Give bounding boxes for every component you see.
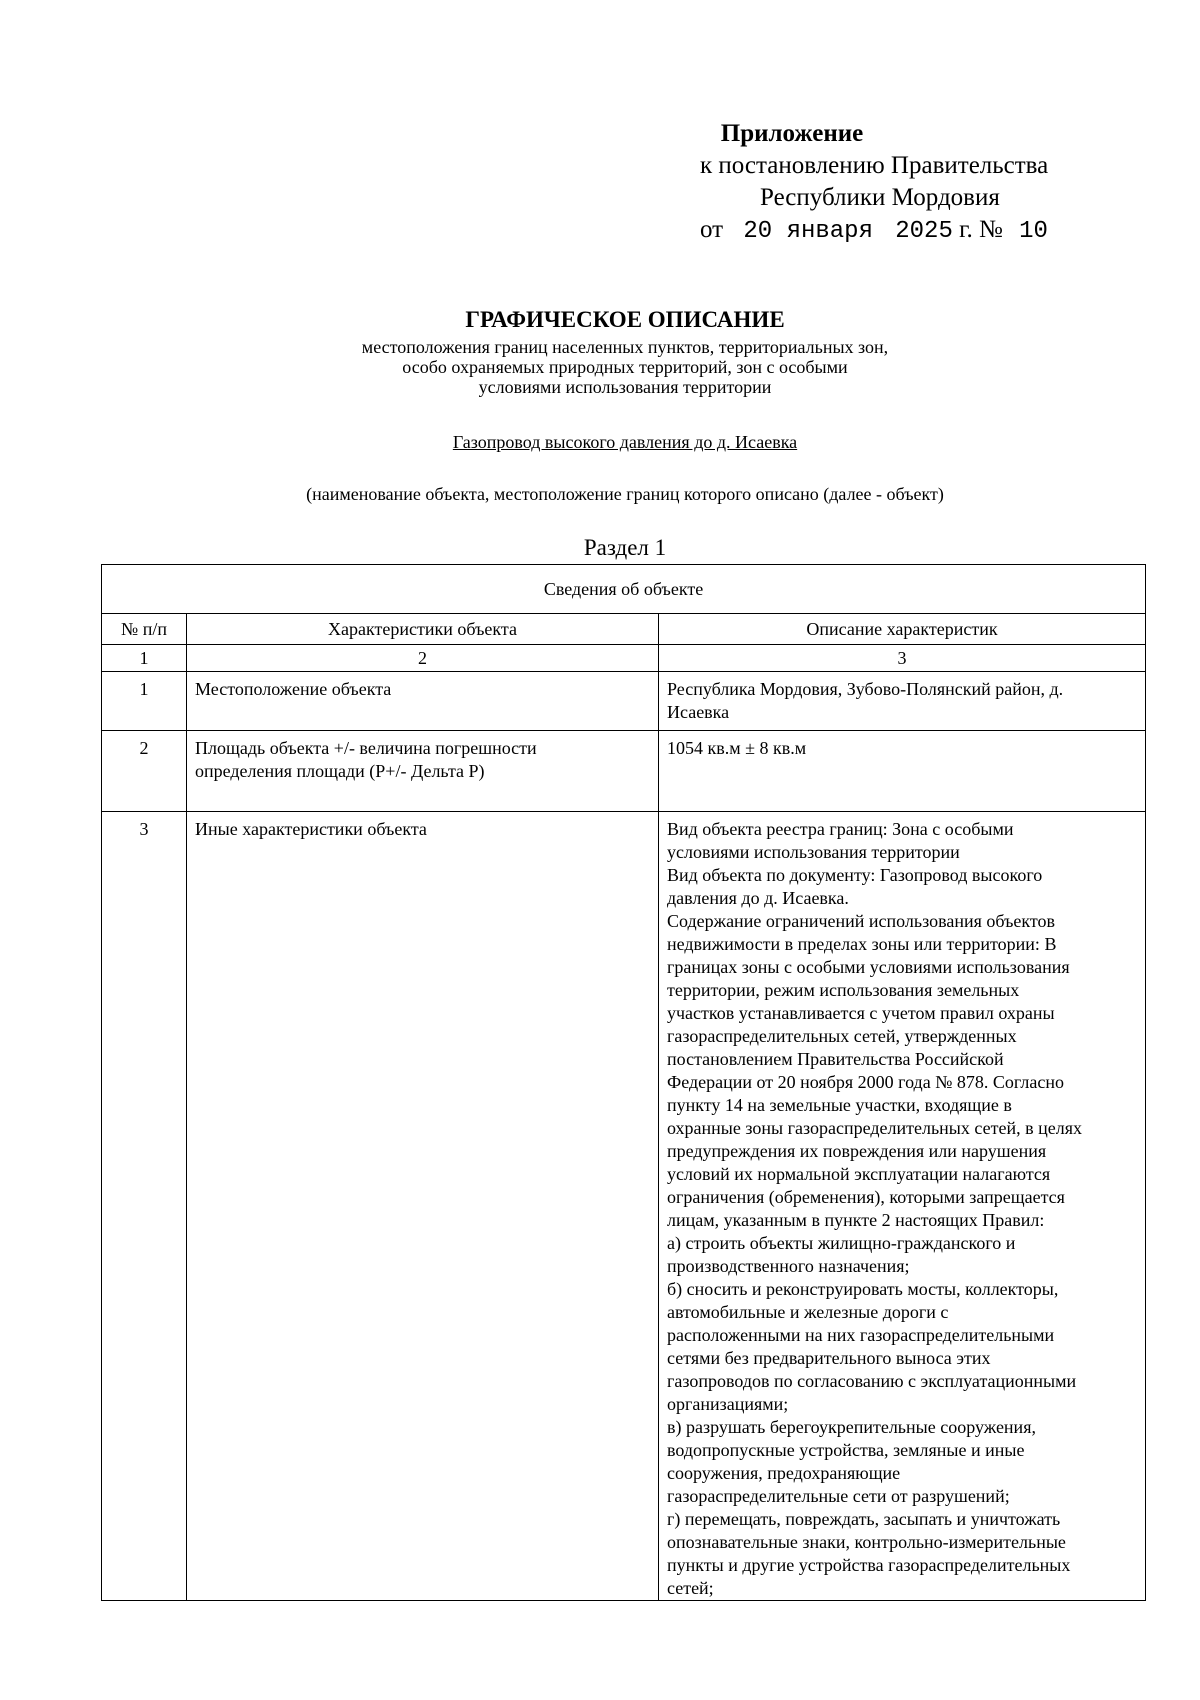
text-line: предупреждения их повреждения или нарушения: [667, 1141, 1047, 1161]
row-description: [659, 812, 1146, 1601]
text-line: постановлением Правительства Российской: [667, 1049, 1004, 1069]
appendix-line-2: Республики Мордовия: [760, 184, 1000, 211]
text-line: а) строить объекты жилищно-гражданского и: [667, 1233, 1016, 1253]
document-heading: [0, 305, 1200, 397]
text-line: расположенными на них газораспределительными: [667, 1325, 1055, 1345]
text-line: охранные зоны газораспределительных сетей, в целях: [667, 1118, 1082, 1138]
text-line: пункты и другие устройства газораспределительных: [667, 1555, 1071, 1575]
text-line: Исаевка: [667, 702, 730, 722]
text-line: участков устанавливается с учетом правил охраны: [667, 1003, 1055, 1023]
object-info-table: [101, 564, 1146, 1601]
text-line: водопропускные устройства, земляные и иные: [667, 1440, 1025, 1460]
subtitle-line: особо охраняемых природных территорий, зон с особыми: [402, 357, 848, 377]
row-characteristic: [187, 672, 659, 731]
text-line: ограничения (обременения), которыми запрещается: [667, 1187, 1065, 1207]
table-row: [102, 812, 1146, 1601]
text-line: лицам, указанным в пункте 2 настоящих Правил:: [667, 1210, 1045, 1230]
column-header: Характеристики объекта: [187, 614, 659, 645]
text-line: газопроводов по согласованию с эксплуатационными: [667, 1371, 1077, 1391]
text-line: опознавательные знаки, контрольно-измерительные: [667, 1532, 1066, 1552]
table-row: [102, 672, 1146, 731]
document-title: ГРАФИЧЕСКОЕ ОПИСАНИЕ: [465, 307, 785, 332]
object-name-hint: (наименование объекта, местоположение границ которого описано (далее - объект): [306, 484, 944, 504]
appendix-year: 2025: [895, 218, 953, 245]
text-line: Площадь объекта +/- величина погрешности: [195, 738, 537, 758]
appendix-number-label: г. №: [959, 216, 1003, 243]
appendix-date: 20 января: [743, 218, 873, 245]
column-header: № п/п: [102, 614, 187, 645]
text-line: Иные характеристики объекта: [195, 819, 427, 839]
text-line: Вид объекта реестра границ: Зона с особыми: [667, 819, 1014, 839]
section-title: Раздел 1: [583, 535, 667, 560]
appendix-block: [600, 118, 1100, 248]
column-number: 2: [187, 645, 659, 672]
text-line: 1054 кв.м ± 8 кв.м: [667, 738, 807, 758]
row-description: [659, 731, 1146, 812]
text-line: Местоположение объекта: [195, 679, 392, 699]
column-number: 3: [659, 645, 1146, 672]
table-row: [102, 731, 1146, 812]
subtitle-line: местоположения границ населенных пунктов, территориальных зон,: [361, 337, 889, 357]
text-line: сетей;: [667, 1578, 714, 1598]
text-line: Содержание ограничений использования объектов: [667, 911, 1056, 931]
text-line: сооружения, предохраняющие: [667, 1463, 901, 1483]
text-line: Федерации от 20 ноября 2000 года № 878. Согласно: [667, 1072, 1064, 1092]
text-line: в) разрушать берегоукрепительные сооружения,: [667, 1417, 1036, 1437]
text-line: границах зоны с особыми условиями использования: [667, 957, 1070, 977]
row-number: 1: [102, 672, 187, 731]
text-line: Республика Мордовия, Зубово-Полянский район, д.: [667, 679, 1064, 699]
table-column-number-row: [102, 645, 1146, 672]
appendix-line-1: к постановлению Правительства: [700, 152, 1049, 179]
table-caption-row: [102, 565, 1146, 614]
text-line: газораспределительных сетей, утвержденных: [667, 1026, 1017, 1046]
document-subtitle: [325, 337, 925, 397]
text-line: г) перемещать, повреждать, засыпать и уничтожать: [667, 1509, 1061, 1529]
object-name: Газопровод высокого давления до д. Исаевка: [452, 432, 798, 452]
column-number: 1: [102, 645, 187, 672]
appendix-from-label: от: [700, 216, 724, 243]
subtitle-line: условиями использования территории: [478, 377, 772, 397]
text-line: условий их нормальной эксплуатации налагаются: [667, 1164, 1051, 1184]
row-number: 2: [102, 731, 187, 812]
text-line: организациями;: [667, 1394, 789, 1414]
text-line: автомобильные и железные дороги с: [667, 1302, 949, 1322]
row-characteristic: [187, 812, 659, 1601]
text-line: определения площади (Р+/- Дельта Р): [195, 761, 485, 781]
text-line: давления до д. Исаевка.: [667, 888, 849, 908]
column-header: Описание характеристик: [659, 614, 1146, 645]
text-line: сетями без предварительного выноса этих: [667, 1348, 991, 1368]
appendix-title: Приложение: [720, 120, 864, 147]
appendix-number: 10: [1019, 218, 1048, 245]
text-line: территории, режим использования земельных: [667, 980, 1020, 1000]
text-line: условиями использования территории: [667, 842, 960, 862]
appendix-date-line: [700, 214, 1100, 248]
text-line: Вид объекта по документу: Газопровод высокого: [667, 865, 1043, 885]
table-header-row: [102, 614, 1146, 645]
text-line: газораспределительные сети от разрушений;: [667, 1486, 1010, 1506]
text-line: пункту 14 на земельные участки, входящие в: [667, 1095, 1012, 1115]
row-description: [659, 672, 1146, 731]
text-line: б) сносить и реконструировать мосты, коллекторы,: [667, 1279, 1059, 1299]
row-number: 3: [102, 812, 187, 1601]
table-caption: Сведения об объекте: [102, 565, 1146, 614]
text-line: недвижимости в пределах зоны или территории: В: [667, 934, 1057, 954]
row-characteristic: [187, 731, 659, 812]
text-line: производственного назначения;: [667, 1256, 910, 1276]
